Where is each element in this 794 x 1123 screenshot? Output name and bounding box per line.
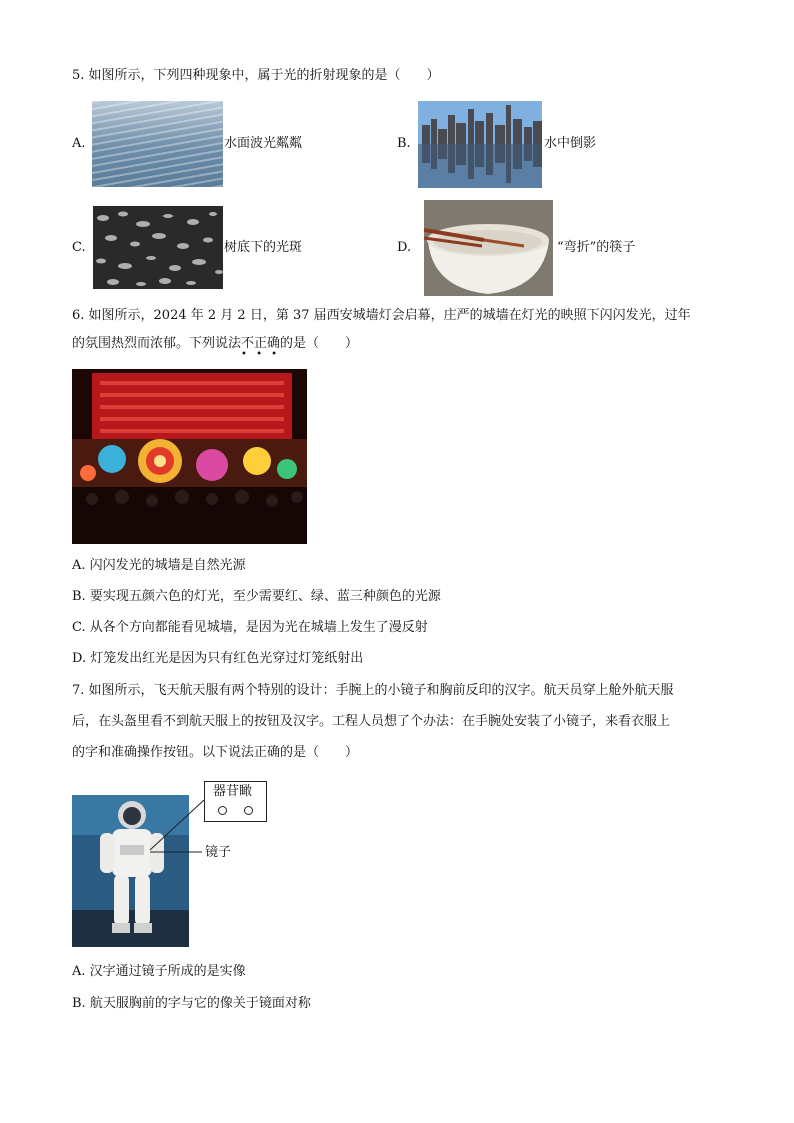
- bowl-chopsticks-image: [424, 200, 553, 296]
- q5-option-c-caption: 树底下的光斑: [224, 240, 303, 255]
- q6-stem-line1: 6. 如图所示，2024 年 2 月 2 日，第 37 届西安城墙灯会启幕，庄严的城墙在灯光的映照下闪闪发光，过年: [72, 308, 691, 323]
- q6-stem-line2: [72, 334, 359, 360]
- pointer-lines: [140, 800, 210, 860]
- q5-option-b-caption: 水中倒影: [544, 136, 597, 151]
- q6-option-b: B. 要实现五颜六色的灯光，至少需要红、绿、蓝三种颜色的光源: [72, 589, 441, 604]
- panel-button-right: [244, 806, 253, 815]
- reversed-text-panel: [204, 781, 267, 822]
- q5-option-a-letter: A.: [72, 136, 86, 151]
- q7-stem-line2: 后，在头盔里看不到航天服上的按钮及汉字。工程人员想了个办法：在手腕处安装了小镜子，来看衣服上: [72, 714, 671, 729]
- q6-option-d: D. 灯笼发出红光是因为只有红色光穿过灯笼纸射出: [72, 651, 364, 666]
- q7-option-b: B. 航天服胸前的字与它的像关于镜面对称: [72, 996, 311, 1011]
- q6-option-a: A. 闪闪发光的城墙是自然光源: [72, 558, 246, 573]
- city-wall-lantern-festival-image: [72, 369, 307, 544]
- q6-emphasis-not-correct: 不正确 • • •: [241, 336, 281, 360]
- mirror-label: 镜子: [205, 845, 232, 860]
- q5-stem: 5. 如图所示，下列四种现象中，属于光的折射现象的是（ ）: [72, 68, 440, 83]
- panel-button-left: [218, 806, 227, 815]
- q5-option-a-caption: 水面波光粼粼: [224, 136, 303, 151]
- q5-option-d-letter: D.: [397, 240, 412, 255]
- city-reflection-image: [418, 101, 542, 188]
- q5-option-b-letter: B.: [397, 136, 411, 151]
- q6-stem-line2-post: 的是（ ）: [280, 336, 359, 351]
- sparkling-water-image: [92, 101, 223, 187]
- q7-stem-line1: 7. 如图所示，飞天航天服有两个特别的设计：手腕上的小镜子和胸前反印的汉字。航天员穿上舱外航天服: [72, 683, 674, 698]
- q5-option-d-caption: “弯折”的筷子: [557, 240, 636, 255]
- reversed-text: 器苷瞰: [213, 784, 253, 799]
- q6-option-c: C. 从各个方向都能看见城墙，是因为光在城墙上发生了漫反射: [72, 620, 428, 635]
- q6-stem-line2-pre: 的氛围热烈而浓郁。下列说法: [72, 336, 242, 351]
- q5-option-c-letter: C.: [72, 240, 86, 255]
- q7-option-a: A. 汉字通过镜子所成的是实像: [72, 964, 246, 979]
- light-spots-image: [93, 206, 223, 289]
- q7-stem-line3: 的字和准确操作按钮。以下说法正确的是（ ）: [72, 745, 359, 760]
